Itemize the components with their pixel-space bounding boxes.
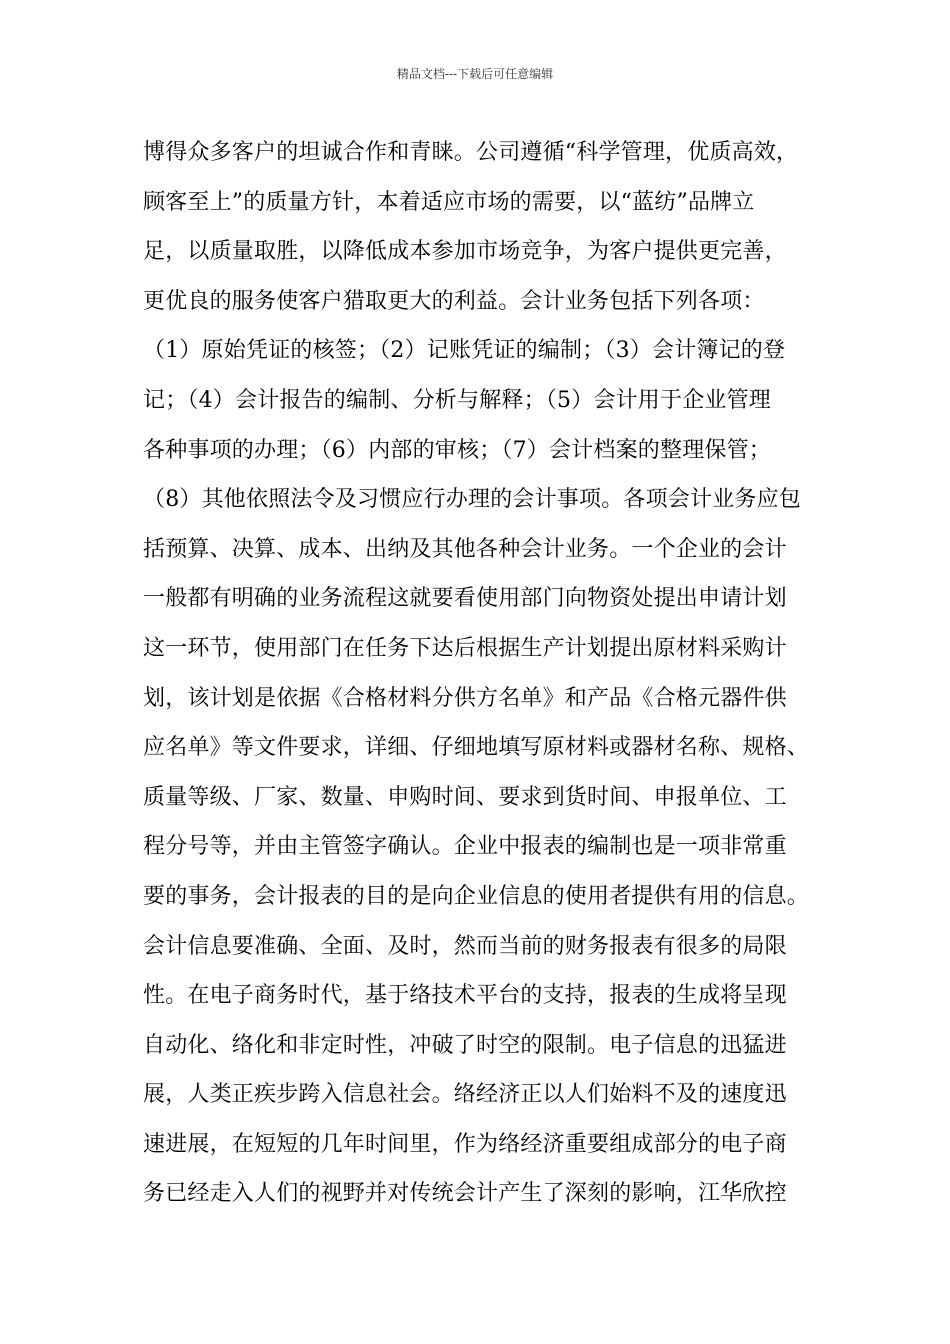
page-header: 精品文档---下载后可任意编辑 [396, 67, 554, 81]
text-line: 更优良的服务使客户猎取更大的利益。会计业务包括下列各项： [143, 288, 765, 314]
text-line: 括预算、决算、成本、出纳及其他各种会计业务。一个企业的会计 [143, 536, 787, 562]
text-line: 博得众多客户的坦诚合作和青睐。公司遵循“科学管理，优质高效， [143, 140, 799, 165]
text-line: 划，该计划是依据《合格材料分供方名单》和产品《合格元器件供 [143, 685, 787, 711]
text-line: 自动化、络化和非定时性，冲破了时空的限制。电子信息的迅猛进 [143, 1032, 787, 1058]
text-line: 展，人类正疾步跨入信息社会。络经济正以人们始料不及的速度迅 [143, 1082, 787, 1108]
text-line: 各种事项的办理；（6）内部的审核；（7）会计档案的整理保管； [143, 437, 771, 463]
text-line: 质量等级、厂家、数量、申购时间、要求到货时间、申报单位、工 [143, 784, 787, 810]
text-line: 记；（4）会计报告的编制、分析与解释；（5）会计用于企业管理 [143, 387, 771, 413]
text-line: 应名单》等文件要求，详细、仔细地填写原材料或器材名称、规格、 [143, 735, 810, 761]
text-line: 务已经走入人们的视野并对传统会计产生了深刻的影响，江华欣控 [143, 1181, 787, 1207]
text-line: 这一环节，使用部门在任务下达后根据生产计划提出原材料采购计 [143, 635, 787, 661]
text-line: 要的事务，会计报表的目的是向企业信息的使用者提供有用的信息。 [143, 883, 810, 909]
text-line: 程分号等，并由主管签字确认。企业中报表的编制也是一项非常重 [143, 834, 787, 860]
text-line: （1）原始凭证的核签；（2）记账凭证的编制；（3）会计簿记的登 [143, 338, 786, 364]
text-line: 会计信息要准确、全面、及时，然而当前的财务报表有很多的局限 [143, 933, 787, 959]
text-line: 速进展，在短短的几年时间里，作为络经济重要组成部分的电子商 [143, 1131, 787, 1157]
text-line: （8）其他依照法令及习惯应行办理的会计事项。各项会计业务应包 [143, 487, 801, 513]
text-line: 一般都有明确的业务流程这就要看使用部门向物资处提出申请计划 [143, 586, 787, 612]
text-line: 足，以质量取胜，以降低成本参加市场竞争，为客户提供更完善， [143, 239, 787, 265]
body-paragraph [143, 128, 833, 1219]
text-line: 性。在电子商务时代，基于络技术平台的支持，报表的生成将呈现 [143, 983, 787, 1009]
text-line: 顾客至上”的质量方针，本着适应市场的需要，以“蓝纺”品牌立 [143, 189, 755, 215]
